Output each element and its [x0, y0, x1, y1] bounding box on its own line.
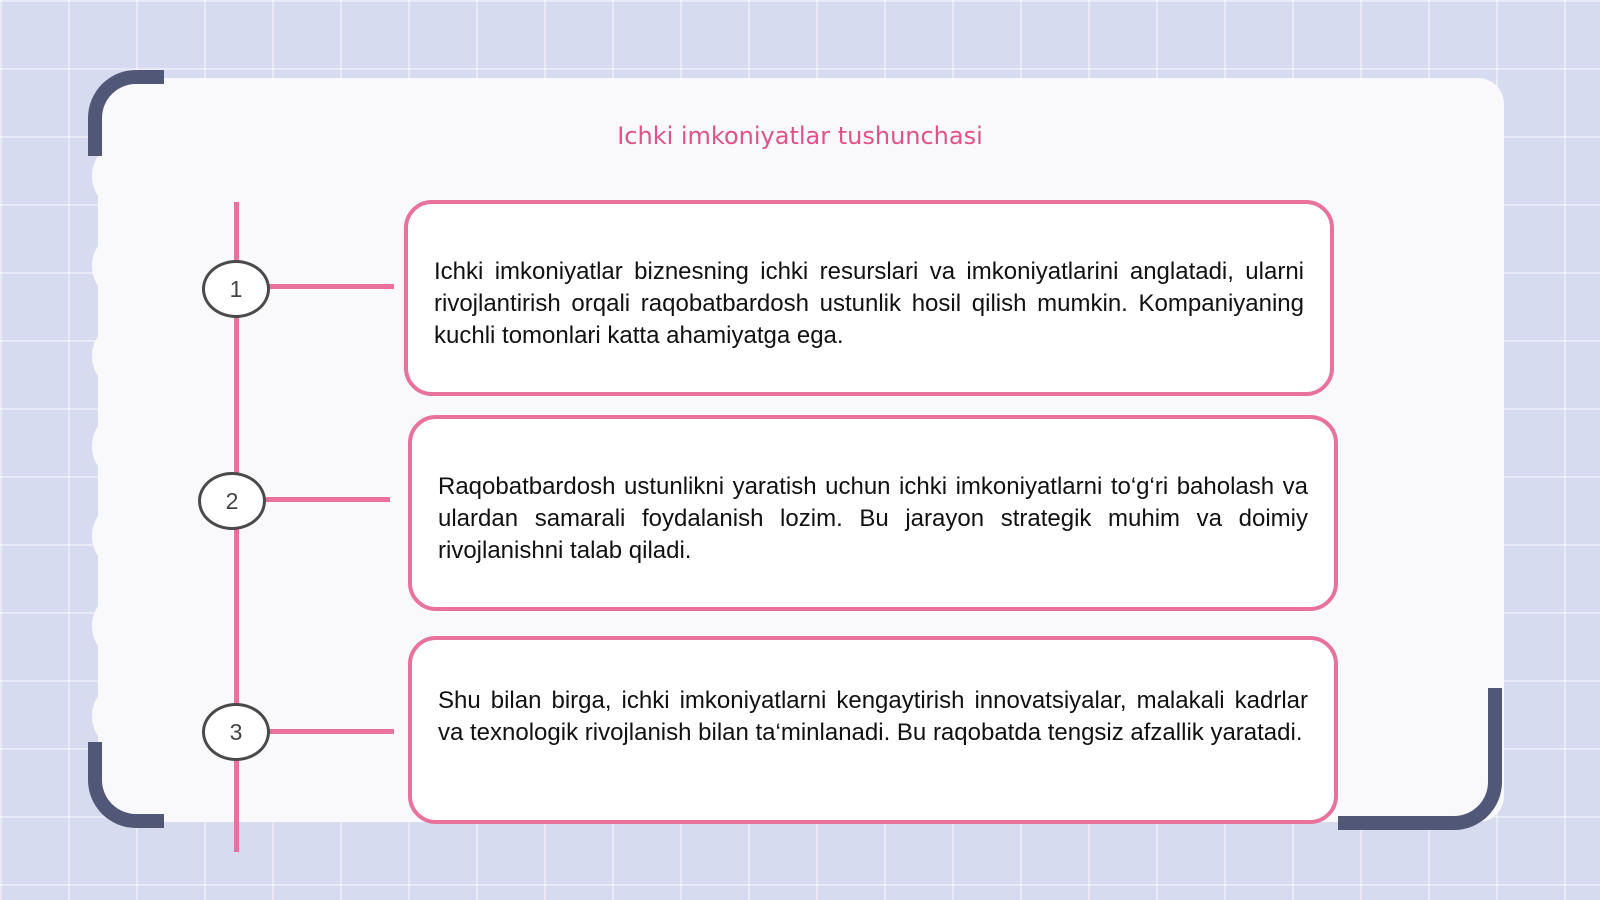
step-number-circle: 1 [202, 260, 270, 318]
step-number-circle: 3 [202, 703, 270, 761]
paper-edge-bump [92, 420, 126, 472]
text-box [404, 200, 1334, 396]
text-box [408, 636, 1338, 824]
text-box-content: Shu bilan birga, ichki imkoniyatlarni kengaytirish innovatsiyalar, malakali kadrlar va texnologik rivojlanish bilan ta‘minlanadi. Bu raqobatda tengsiz afzallik yaratadi. [438, 687, 1308, 746]
frame-corner-bottom-left [88, 742, 164, 828]
step-number-circle: 2 [198, 472, 266, 530]
timeline-connector [266, 729, 394, 734]
paper-edge-bump [92, 330, 126, 382]
paper-edge-bump [92, 150, 126, 202]
slide-title: Ichki imkoniyatlar tushunchasi [617, 122, 983, 150]
text-box-content: Ichki imkoniyatlar biznesning ichki resurslari va imkoniyatlarini anglatadi, ularni rivojlantirish orqali raqobatbardosh ustunlik hosil qilish mumkin. Kompaniyaning kuchli tomonlari katta ahamiyatga ega. [434, 258, 1304, 349]
paper-edge-bump [92, 600, 126, 652]
paper-edge-bump [92, 510, 126, 562]
text-box [408, 415, 1338, 611]
paper-edge-bump [92, 690, 126, 742]
timeline-connector [262, 497, 390, 502]
paper-edge-bump [92, 240, 126, 292]
timeline-connector [266, 284, 394, 289]
frame-corner-bottom-right [1338, 688, 1502, 830]
text-box-content: Raqobatbardosh ustunlikni yaratish uchun ichki imkoniyatlarni to‘g‘ri baholash va ulardan samarali foydalanish lozim. Bu jarayon strategik muhim va doimiy rivojlanishni talab qiladi. [438, 473, 1308, 564]
